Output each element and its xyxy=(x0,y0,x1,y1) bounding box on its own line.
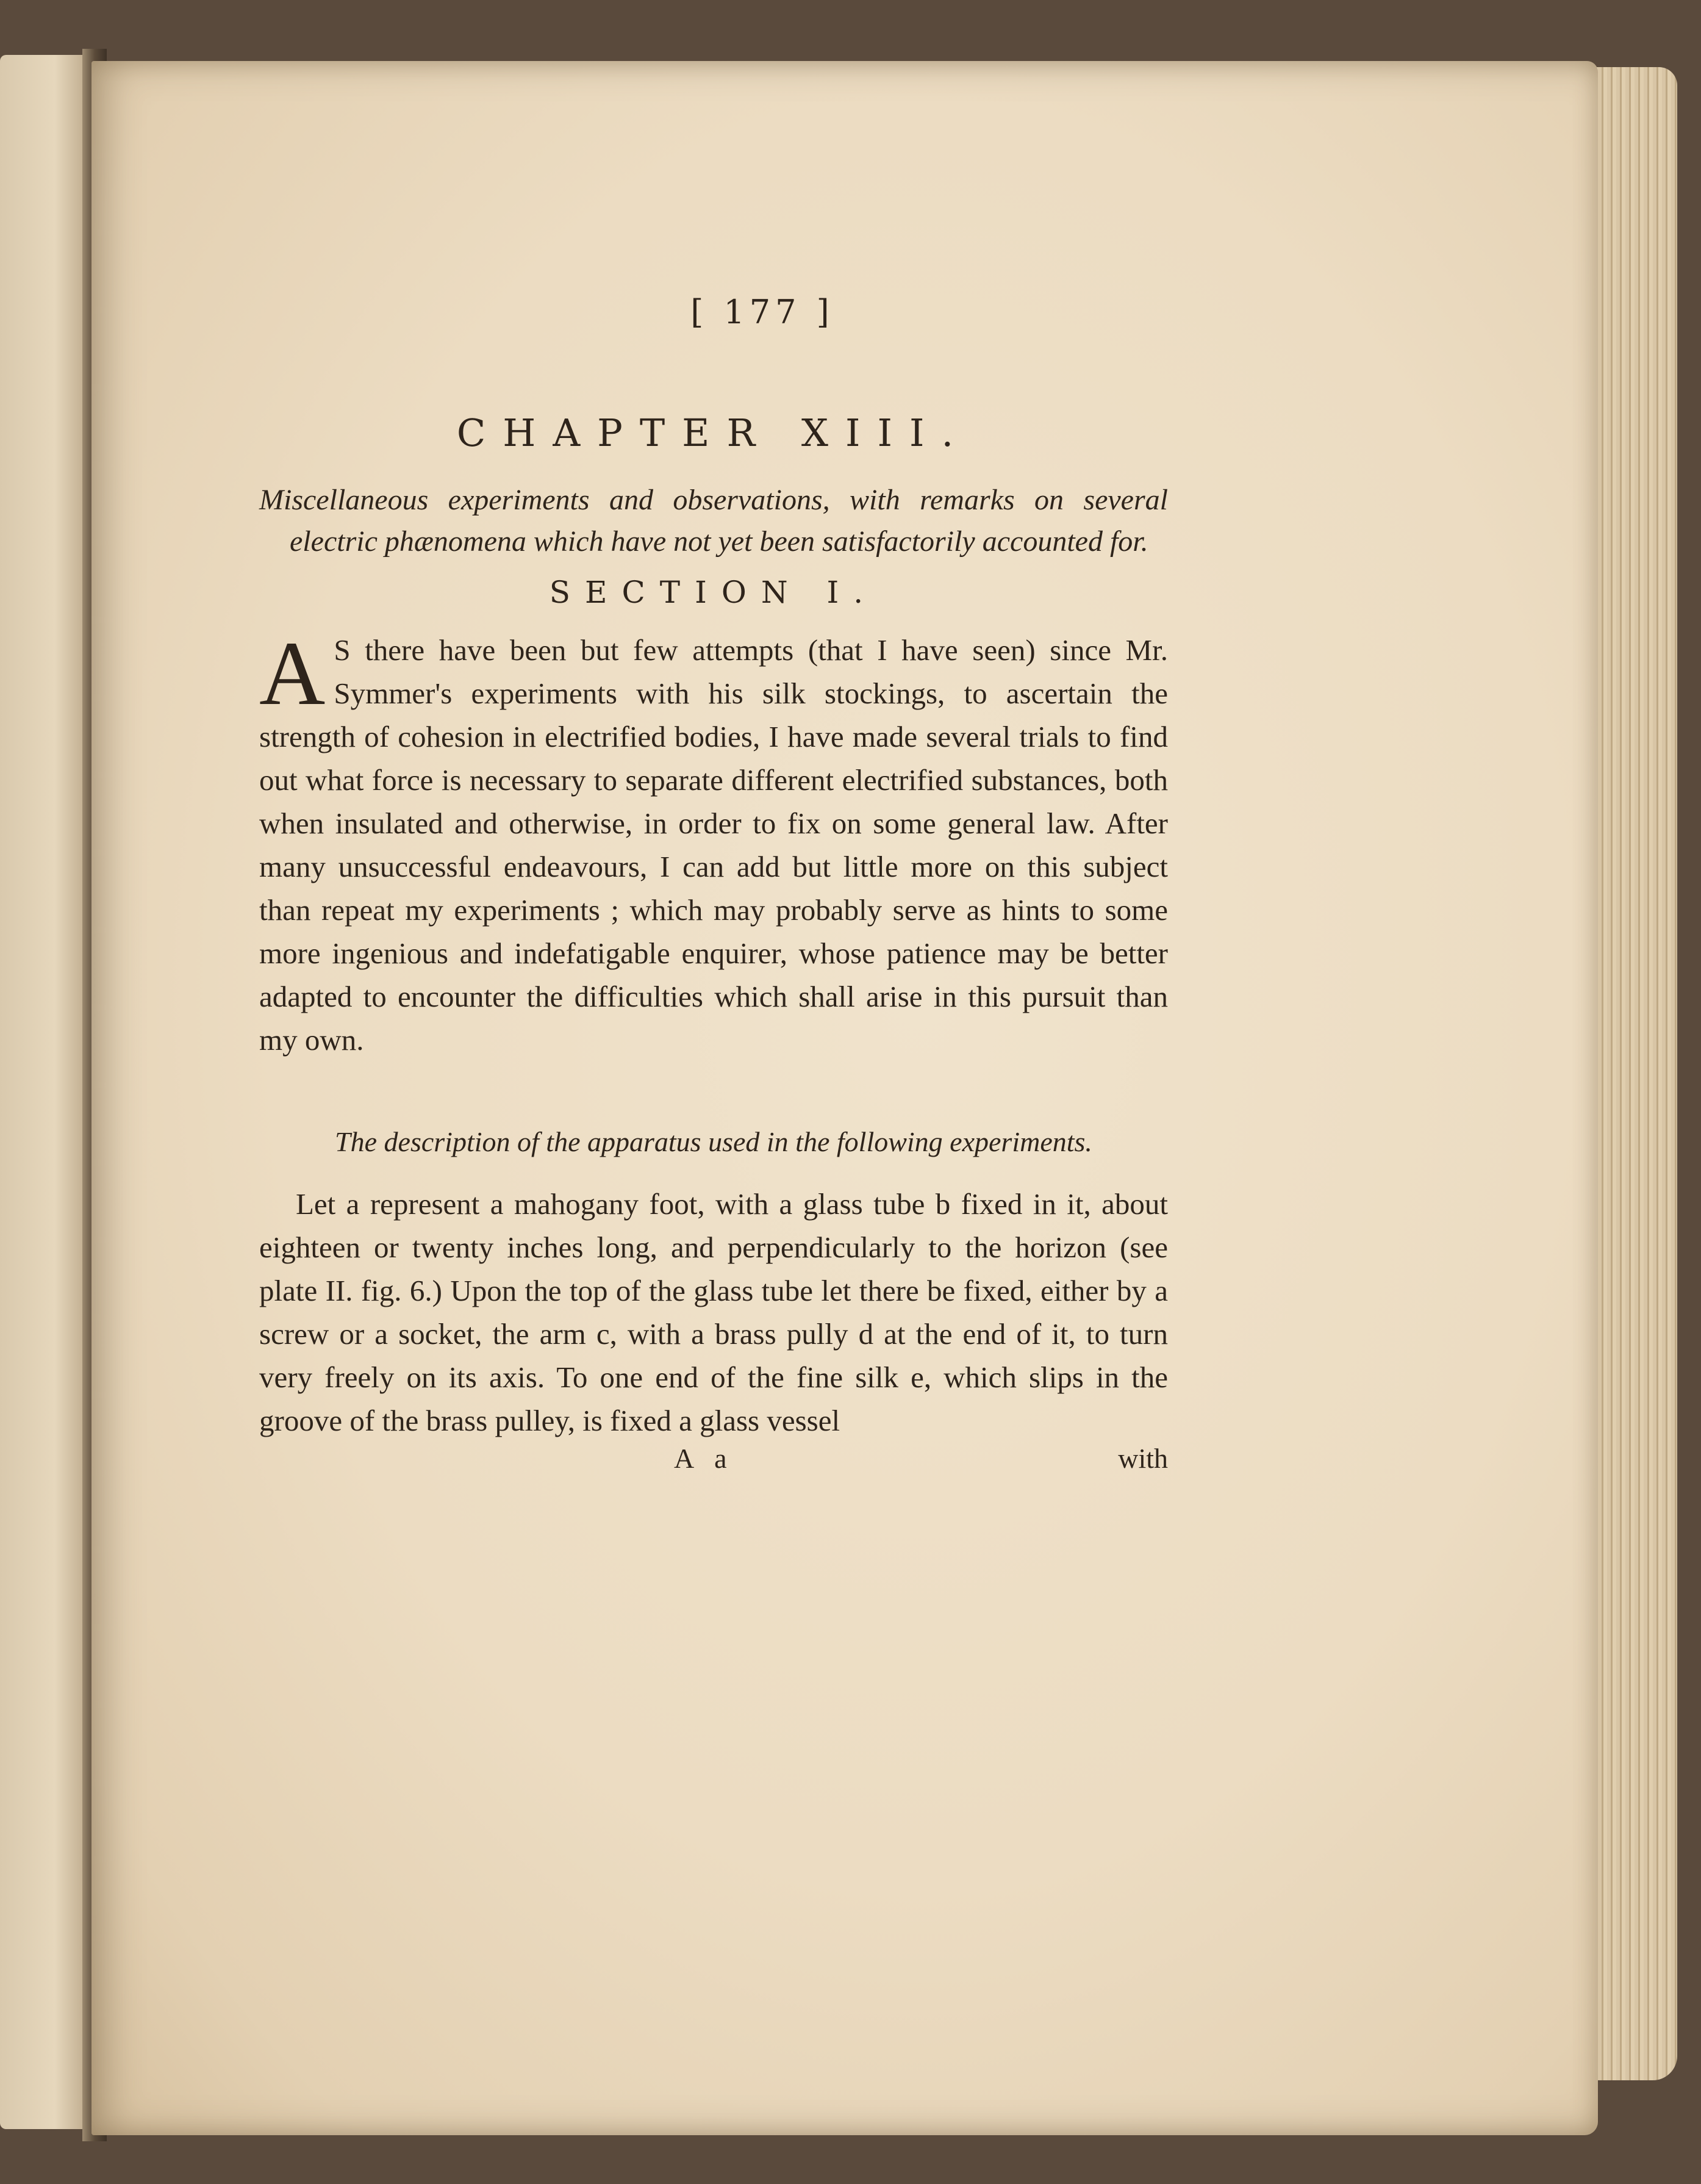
chapter-subtitle: Miscellaneous experiments and observations, with remarks on several electric phænomena which have not yet been satisfactorily accounted for. xyxy=(259,484,1168,558)
paragraph-1 xyxy=(259,623,1168,1061)
page-number: [ 177 ] xyxy=(690,293,834,331)
chapter-title: CHAPTER XIII. xyxy=(456,411,971,455)
paragraph-2: Let a represent a mahogany foot, with a glass tube b fixed in it, about eighteen or twenty inches long, and perpendicularly to the horizon (see plate II. fig. 6.) Upon the top of the glass tube let there be fixed, either by a screw or a socket, the arm c, with a brass pully d at the end of it, to turn very freely on its axis. To one end of the fine silk e, which slips in the groove of the brass pulley, is fixed a glass vessel xyxy=(259,1187,1168,1437)
signature-mark: A a xyxy=(674,1443,734,1474)
left-page-edge xyxy=(0,55,91,2129)
page-content xyxy=(259,293,1168,1479)
catchword: with xyxy=(1118,1443,1168,1474)
paragraph-1-text: S there have been but few attempts (that I have seen) since Mr. Symmer's experiments with his silk stockings, to ascertain the strength of cohesion in electrified bodies, I have made several trials to find out what force is necessary to separate different electrified substances, both when insulated and otherwise, in order to fix on some general law. After many unsuccessful endeavours, I can add but little more on this subject than repeat my experiments ; which may probably serve as hints to some more ingenious and indefatigable enquirer, whose patience may be better adapted to encounter the difficulties which shall arise in this pursuit than my own. xyxy=(259,633,1168,1057)
page-footer xyxy=(259,1442,1168,1479)
drop-cap: A xyxy=(259,623,326,724)
section-title: SECTION I. xyxy=(549,575,878,610)
apparatus-heading: The description of the apparatus used in the following experiments. xyxy=(335,1126,1092,1157)
